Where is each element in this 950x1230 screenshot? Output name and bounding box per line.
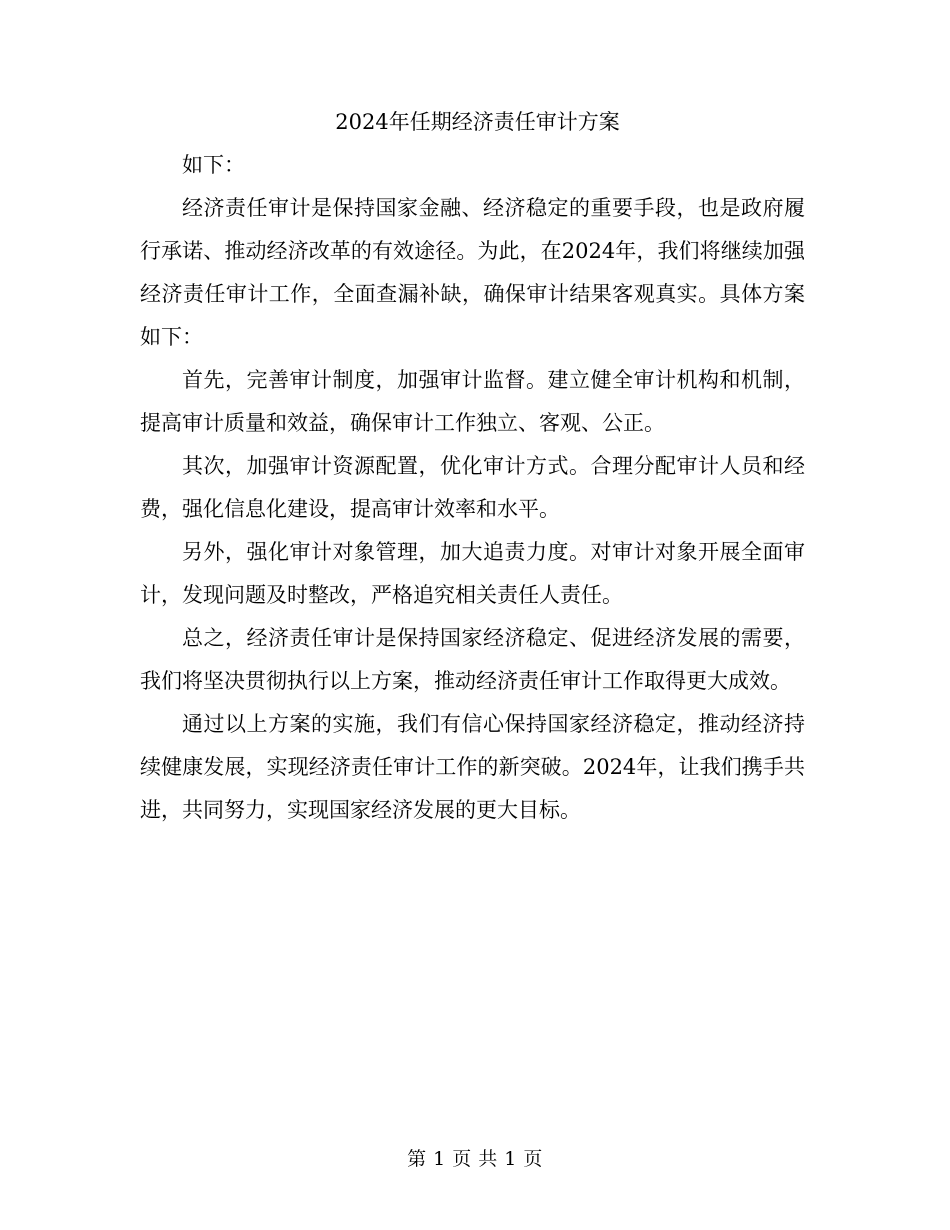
document-body xyxy=(140,100,805,832)
paragraph-overview: 经济责任审计是保持国家金融、经济稳定的重要手段，也是政府履行承诺、推动经济改革的有效途径。为此，在2024年，我们将继续加强经济责任审计工作，全面查漏补缺，确保审计结果客观真实。具体方案如下： xyxy=(140,196,805,349)
paragraph-second: 其次，加强审计资源配置，优化审计方式。合理分配审计人员和经费，强化信息化建设，提高审计效率和水平。 xyxy=(140,454,805,521)
paragraph-conclusion: 通过以上方案的实施，我们有信心保持国家经济稳定，推动经济持续健康发展，实现经济责任审计工作的新突破。2024年，让我们携手共进，共同努力，实现国家经济发展的更大目标。 xyxy=(140,712,805,822)
paragraph-additionally: 另外，强化审计对象管理，加大追责力度。对审计对象开展全面审计，发现问题及时整改，严格追究相关责任人责任。 xyxy=(140,540,805,607)
paragraph-summary: 总之，经济责任审计是保持国家经济稳定、促进经济发展的需要，我们将坚决贯彻执行以上方案，推动经济责任审计工作取得更大成效。 xyxy=(140,626,805,693)
paragraph-first: 首先，完善审计制度，加强审计监督。建立健全审计机构和机制，提高审计质量和效益，确保审计工作独立、客观、公正。 xyxy=(140,368,805,435)
paragraph-intro: 如下： xyxy=(182,153,245,177)
document-title: 2024年任期经济责任审计方案 xyxy=(335,110,620,134)
page-footer: 第 1 页 共 1 页 xyxy=(407,1148,543,1170)
